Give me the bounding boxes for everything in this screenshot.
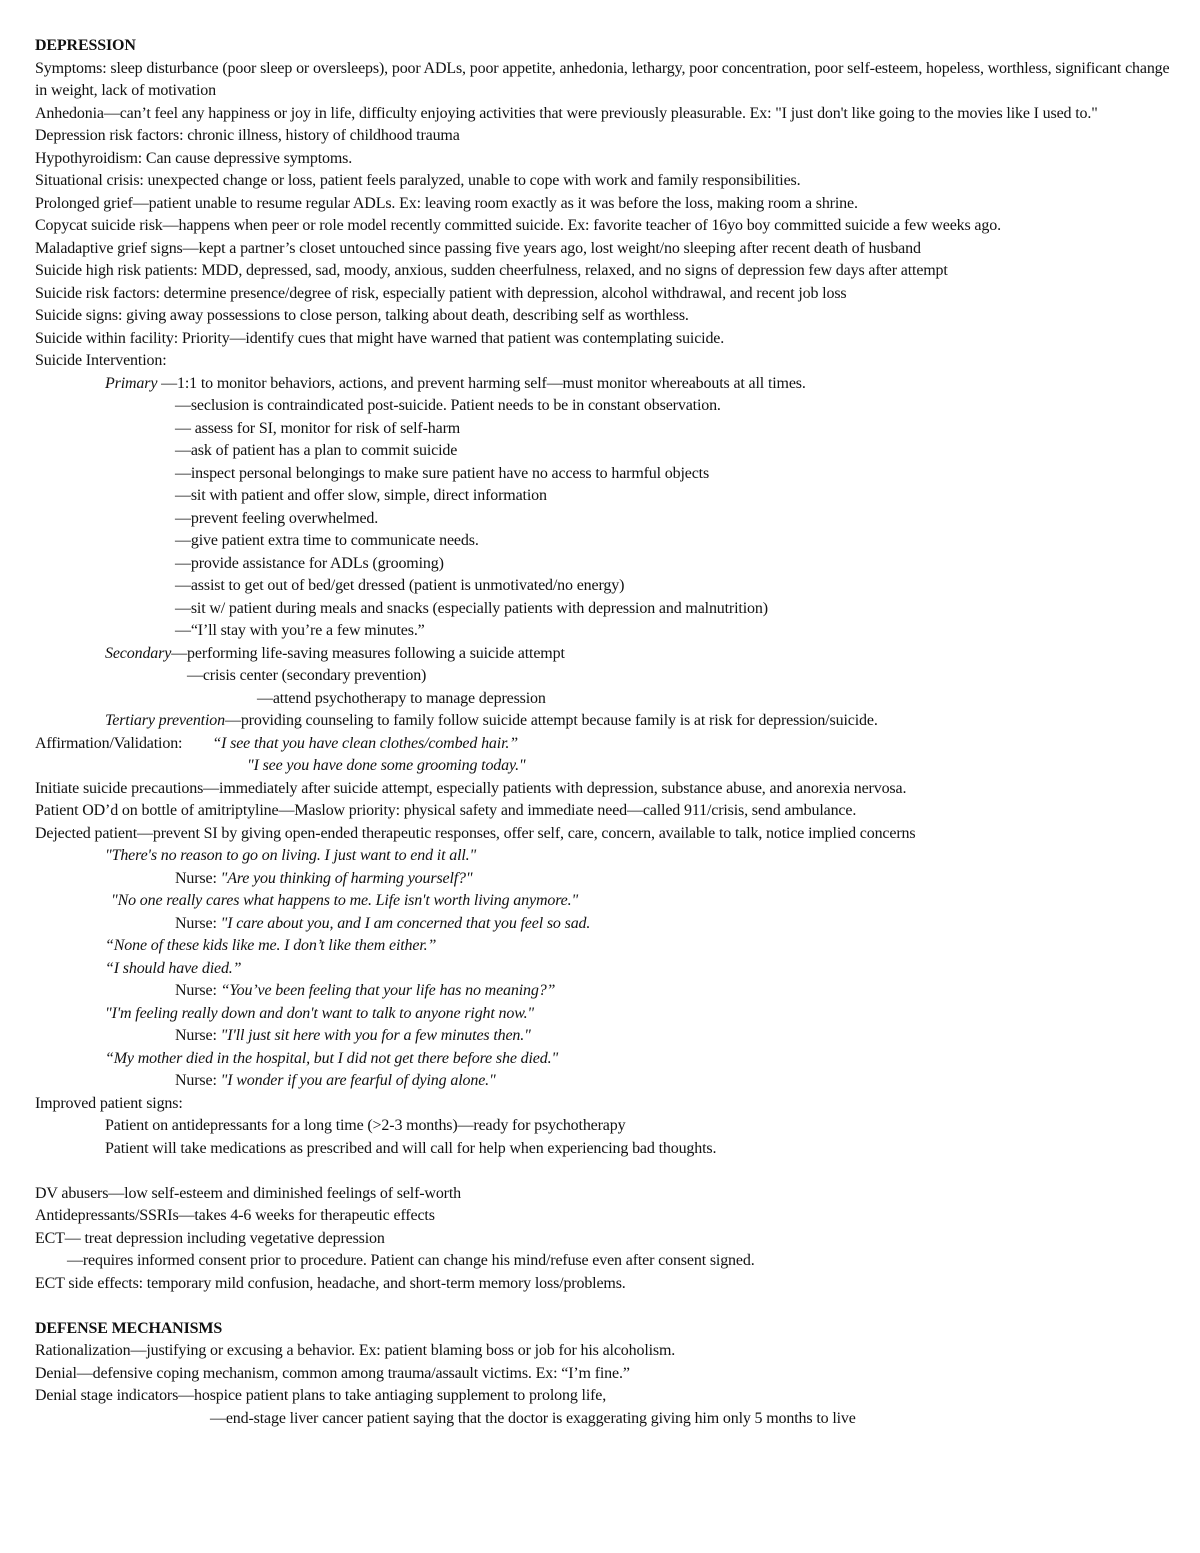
hypothyroidism-line: Hypothyroidism: Can cause depressive symptoms. bbox=[35, 149, 353, 167]
nurse-label: Nurse: bbox=[175, 1027, 217, 1044]
denial-line: Denial—defensive coping mechanism, common among trauma/assault victims. Ex: “I’m fine.” bbox=[35, 1364, 630, 1382]
secondary-item: —crisis center (secondary prevention) bbox=[187, 667, 427, 684]
suicide-intervention-label: Suicide Intervention: bbox=[35, 352, 167, 369]
secondary-item: —attend psychotherapy to manage depression bbox=[257, 689, 546, 707]
suicide-facility-line: Suicide within facility: Priority—identify cues that might have warned that patient was contemplating suicide. bbox=[35, 329, 725, 347]
nurse-label: Nurse: bbox=[175, 982, 217, 999]
primary-item: —“I’ll stay with you’re a few minutes.” bbox=[175, 622, 425, 639]
ect-side-effects-line: ECT side effects: temporary mild confusion, headache, and short-term memory loss/problems. bbox=[35, 1274, 626, 1292]
spacer bbox=[35, 1160, 1170, 1183]
denial-stage-item: —end-stage liver cancer patient saying that the doctor is exaggerating giving him only 5 months to live bbox=[210, 1409, 856, 1427]
copycat-suicide-line: Copycat suicide risk—happens when peer or role model recently committed suicide. Ex: favorite teacher of 16yo boy committed suicide a few weeks ago. bbox=[35, 217, 1001, 234]
depression-heading: DEPRESSION bbox=[35, 37, 136, 54]
primary-item: —give patient extra time to communicate needs. bbox=[175, 532, 479, 549]
tertiary-label: Tertiary prevention bbox=[105, 712, 225, 729]
dejected-patient-line: Dejected patient—prevent SI by giving open-ended therapeutic responses, offer self, care, concern, available to talk, notice implied concerns bbox=[35, 824, 916, 842]
affirmation-label: Affirmation/Validation: bbox=[35, 734, 183, 752]
primary-item: —sit with patient and offer slow, simple, direct information bbox=[175, 487, 547, 504]
primary-label: Primary bbox=[105, 374, 158, 392]
primary-item: — assess for SI, monitor for risk of self-harm bbox=[175, 419, 461, 437]
spacer bbox=[35, 1295, 1170, 1318]
ect-consent-line: —requires informed consent prior to procedure. Patient can change his mind/refuse even after consent signed. bbox=[67, 1252, 755, 1269]
patient-quote: “None of these kids like me. I don’t like them either.” bbox=[105, 937, 437, 954]
primary-item: —inspect personal belongings to make sure patient have no access to harmful objects bbox=[175, 464, 710, 482]
ect-line: ECT— treat depression including vegetative depression bbox=[35, 1229, 385, 1247]
improved-signs-label: Improved patient signs: bbox=[35, 1094, 183, 1112]
patient-quote: "I'm feeling really down and don't want to talk to anyone right now." bbox=[105, 1004, 535, 1022]
secondary-first-item: —performing life-saving measures following a suicide attempt bbox=[171, 644, 565, 662]
document-page bbox=[35, 35, 1170, 1430]
secondary-intervention bbox=[35, 643, 1170, 666]
anhedonia-line: Anhedonia—can’t feel any happiness or joy in life, difficulty enjoying activities that were previously pleasurable. Ex: "I just don't like going to the movies like I used to." bbox=[35, 104, 1098, 122]
rationalization-line: Rationalization—justifying or excusing a behavior. Ex: patient blaming boss or job for his alcoholism. bbox=[35, 1342, 676, 1359]
patient-quote: “I should have died.” bbox=[105, 959, 242, 977]
primary-item: —prevent feeling overwhelmed. bbox=[175, 509, 379, 527]
primary-item: —sit w/ patient during meals and snacks (especially patients with depression and malnutrition) bbox=[175, 599, 768, 617]
primary-item: —provide assistance for ADLs (grooming) bbox=[175, 554, 444, 572]
initiate-precautions-line: Initiate suicide precautions—immediately after suicide attempt, especially patients with depression, substance abuse, and anorexia nervosa. bbox=[35, 779, 907, 797]
prolonged-grief-line: Prolonged grief—patient unable to resume regular ADLs. Ex: leaving room exactly as it was before the loss, making room a shrine. bbox=[35, 194, 858, 212]
defense-mechanisms-heading: DEFENSE MECHANISMS bbox=[35, 1319, 223, 1337]
primary-intervention bbox=[35, 373, 1170, 396]
affirmation-quote-2: "I see you have done some grooming today." bbox=[247, 757, 526, 774]
nurse-response: Nurse: “You’ve been feeling that your life has no meaning?” bbox=[175, 982, 556, 999]
antidepressants-line: Antidepressants/SSRIs—takes 4-6 weeks for therapeutic effects bbox=[35, 1207, 435, 1224]
improved-sign-item: Patient will take medications as prescribed and will call for help when experiencing bad thoughts. bbox=[105, 1139, 717, 1157]
nurse-response: Nurse: "I care about you, and I am concerned that you feel so sad. bbox=[175, 914, 591, 932]
nurse-response: Nurse: "I'll just sit here with you for a few minutes then." bbox=[175, 1027, 531, 1044]
risk-factors-line: Depression risk factors: chronic illness, history of childhood trauma bbox=[35, 127, 460, 144]
affirmation-line-2 bbox=[35, 755, 1170, 778]
improved-sign-item: Patient on antidepressants for a long time (>2-3 months)—ready for psychotherapy bbox=[105, 1117, 626, 1134]
suicide-signs-line: Suicide signs: giving away possessions to close person, talking about death, describing self as worthless. bbox=[35, 307, 689, 324]
nurse-response: Nurse: "I wonder if you are fearful of dying alone." bbox=[175, 1072, 496, 1089]
patient-quote: “My mother died in the hospital, but I did not get there before she died." bbox=[105, 1049, 559, 1067]
patient-quote: "No one really cares what happens to me. Life isn't worth living anymore." bbox=[111, 892, 579, 909]
tertiary-text: —providing counseling to family follow suicide attempt because family is at risk for depression/suicide. bbox=[224, 712, 878, 729]
secondary-label: Secondary bbox=[105, 644, 172, 662]
nurse-label: Nurse: bbox=[175, 914, 217, 932]
primary-item: —ask of patient has a plan to commit suicide bbox=[175, 442, 458, 459]
denial-stage-line: Denial stage indicators—hospice patient plans to take antiaging supplement to prolong life, bbox=[35, 1387, 607, 1404]
tertiary-intervention bbox=[35, 710, 1170, 733]
overdose-line: Patient OD’d on bottle of amitriptyline—Maslow priority: physical safety and immediate need—called 911/crisis, send ambulance. bbox=[35, 802, 857, 819]
suicide-risk-factors-line: Suicide risk factors: determine presence/degree of risk, especially patient with depression, alcohol withdrawal, and recent job loss bbox=[35, 284, 847, 302]
situational-crisis-line: Situational crisis: unexpected change or loss, patient feels paralyzed, unable to cope with work and family responsibilities. bbox=[35, 172, 801, 189]
primary-item: —seclusion is contraindicated post-suicide. Patient needs to be in constant observation. bbox=[175, 397, 721, 414]
nurse-response: Nurse: "Are you thinking of harming yourself?" bbox=[175, 869, 473, 887]
affirmation-quote-1: “I see that you have clean clothes/combed hair.” bbox=[212, 734, 518, 752]
dv-abusers-line: DV abusers—low self-esteem and diminished feelings of self-worth bbox=[35, 1184, 462, 1202]
primary-item: —assist to get out of bed/get dressed (patient is unmotivated/no energy) bbox=[175, 577, 625, 594]
affirmation-line bbox=[35, 733, 1170, 756]
symptoms-line: Symptoms: sleep disturbance (poor sleep or oversleeps), poor ADLs, poor appetite, anhedonia, lethargy, poor concentration, poor self-esteem, hopeless, worthless, significant change in weight, lack of motivation bbox=[35, 59, 1170, 99]
nurse-label: Nurse: bbox=[175, 1072, 217, 1089]
primary-first-item: —1:1 to monitor behaviors, actions, and prevent harming self—must monitor whereabouts at all times. bbox=[157, 374, 806, 392]
patient-quote: "There's no reason to go on living. I just want to end it all." bbox=[105, 847, 477, 864]
maladaptive-grief-line: Maladaptive grief signs—kept a partner’s closet untouched since passing five years ago, lost weight/no sleeping after recent death of husband bbox=[35, 239, 921, 257]
nurse-label: Nurse: bbox=[175, 869, 217, 887]
suicide-high-risk-line: Suicide high risk patients: MDD, depressed, sad, moody, anxious, sudden cheerfulness, relaxed, and no signs of depression few days after attempt bbox=[35, 262, 948, 279]
